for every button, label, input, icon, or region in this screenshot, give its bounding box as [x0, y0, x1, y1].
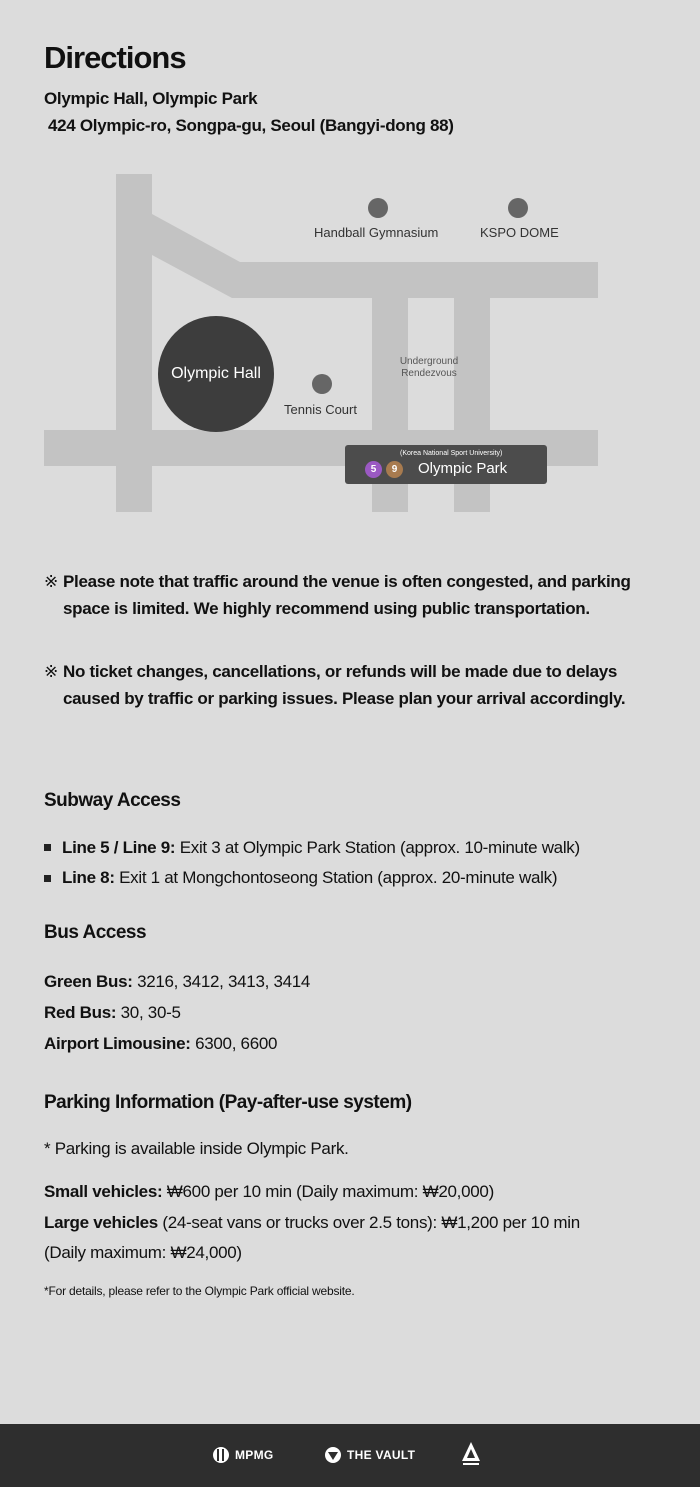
parking-small-text: ₩600 per 10 min (Daily maximum: ₩20,000): [162, 1182, 494, 1201]
subway-line-text: Exit 1 at Mongchontoseong Station (approx. 20-minute walk): [114, 868, 558, 887]
bus-item: [44, 1003, 181, 1023]
parking-footnote: *For details, please refer to the Olympic Park official website.: [44, 1284, 355, 1298]
vault-icon: [324, 1446, 342, 1464]
bus-item: [44, 972, 310, 992]
line-5-badge: [365, 461, 382, 478]
station-box: [345, 445, 547, 484]
olympic-hall-label: Olympic Hall: [171, 365, 261, 382]
line-5-number: 5: [370, 464, 377, 475]
amuse-logo: [461, 1441, 481, 1467]
page-title: Directions: [44, 40, 186, 75]
parking-large-label: Large vehicles: [44, 1213, 158, 1232]
bullet: [44, 844, 51, 851]
the-vault-logo: [324, 1446, 415, 1464]
line-9-badge: [386, 461, 403, 478]
kspo-dot: [508, 198, 528, 218]
mpmg-text: MPMG: [235, 1448, 274, 1462]
subway-item: [62, 838, 580, 858]
vault-text: THE VAULT: [347, 1448, 416, 1462]
subway-line-text: Exit 3 at Olympic Park Station (approx. 10-minute walk): [175, 838, 580, 857]
bus-label: Airport Limousine:: [44, 1034, 191, 1053]
parking-small: [44, 1182, 494, 1202]
venue-name: Olympic Hall, Olympic Park: [44, 89, 258, 108]
bus-text: 3216, 3412, 3413, 3414: [132, 972, 311, 991]
parking-small-label: Small vehicles:: [44, 1182, 163, 1201]
venue-map: [0, 160, 700, 530]
subway-item: [62, 868, 557, 888]
line-9-number: 9: [391, 464, 398, 475]
parking-note: * Parking is available inside Olympic Park.: [44, 1139, 349, 1158]
handball-dot: [368, 198, 388, 218]
station-subtitle: (Korea National Sport University): [400, 450, 503, 457]
notice-mark: ※: [44, 662, 58, 681]
underground-label-line1: Underground: [399, 356, 459, 367]
parking-large-text: (24-seat vans or trucks over 2.5 tons): ₩1,200 per 10 min: [157, 1213, 580, 1232]
parking-heading: Parking Information (Pay-after-use system): [44, 1092, 412, 1113]
bus-label: Red Bus:: [44, 1003, 117, 1022]
olympic-hall-marker: [158, 316, 274, 432]
underground-label: [390, 356, 468, 380]
notice-traffic: [44, 568, 644, 622]
footer: [0, 1424, 700, 1487]
bus-heading: Bus Access: [44, 922, 147, 943]
notice-mark: ※: [44, 572, 58, 591]
parking-large-cont: (Daily maximum: ₩24,000): [44, 1243, 242, 1262]
bus-item: [44, 1034, 277, 1054]
bullet: [44, 875, 51, 882]
kspo-label: KSPO DOME: [480, 225, 559, 240]
subway-heading: Subway Access: [44, 790, 181, 811]
mpmg-logo: [212, 1446, 274, 1464]
bus-text: 30, 30-5: [116, 1003, 181, 1022]
venue-address: 424 Olympic-ro, Songpa-gu, Seoul (Bangyi-dong 88): [48, 116, 454, 135]
station-name: Olympic Park: [418, 460, 508, 477]
mpmg-icon: [212, 1446, 230, 1464]
underground-label-line2: Rendezvous: [401, 368, 457, 379]
subway-line-label: Line 5 / Line 9:: [62, 838, 176, 857]
notice-refund: [44, 658, 644, 712]
parking-large: [44, 1213, 580, 1233]
amuse-icon: [461, 1441, 481, 1467]
tennis-dot: [312, 374, 332, 394]
subway-line-label: Line 8:: [62, 868, 115, 887]
notice-text: Please note that traffic around the venue is often congested, and parking space is limited. We highly recommend using public transportation.: [63, 572, 631, 618]
bus-text: 6300, 6600: [190, 1034, 278, 1053]
notice-text: No ticket changes, cancellations, or refunds will be made due to delays caused by traffic or parking issues. Please plan your arrival accordingly.: [63, 662, 626, 708]
bus-label: Green Bus:: [44, 972, 133, 991]
tennis-label: Tennis Court: [284, 402, 357, 417]
handball-label: Handball Gymnasium: [314, 225, 439, 240]
